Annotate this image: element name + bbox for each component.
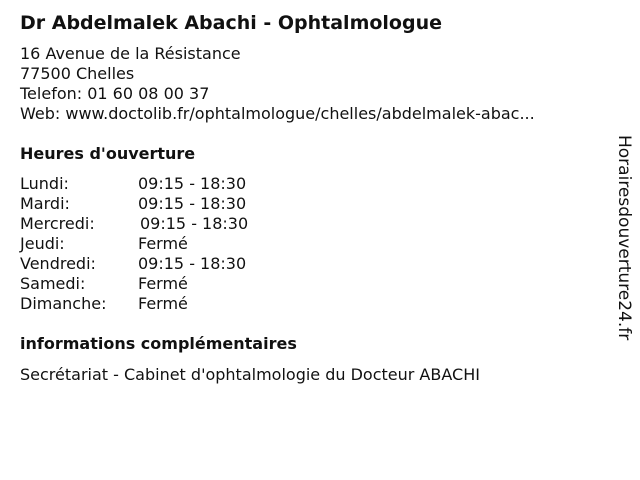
address-street: 16 Avenue de la Résistance [20, 44, 241, 63]
site-watermark: Horairesdouverture24.fr [614, 135, 634, 341]
day-label: Jeudi: [20, 234, 65, 253]
opening-hours-heading: Heures d'ouverture [20, 144, 196, 163]
additional-info-heading: informations complémentaires [20, 334, 297, 353]
day-label: Dimanche: [20, 294, 107, 313]
day-label: Lundi: [20, 174, 69, 193]
address-city: 77500 Chelles [20, 64, 135, 83]
website-link[interactable]: Web: www.doctolib.fr/ophtalmologue/chelles/abdelmalek-abac... [20, 104, 535, 123]
day-hours: 09:15 - 18:30 [138, 174, 247, 193]
day-hours: Fermé [138, 234, 188, 253]
phone-number: Telefon: 01 60 08 00 37 [20, 84, 210, 103]
day-label: Mardi: [20, 194, 70, 213]
contact-details [20, 44, 535, 124]
day-label: Samedi: [20, 274, 86, 293]
day-hours: 09:15 - 18:30 [138, 194, 247, 213]
day-label: Vendredi: [20, 254, 96, 273]
day-label: Mercredi: [20, 214, 95, 233]
day-hours: 09:15 - 18:30 [140, 214, 249, 233]
day-hours: 09:15 - 18:30 [138, 254, 247, 273]
additional-info-text: Secrétariat - Cabinet d'ophtalmologie du Docteur ABACHI [20, 365, 480, 384]
day-hours: Fermé [138, 274, 188, 293]
day-hours: Fermé [138, 294, 188, 313]
page-title: Dr Abdelmalek Abachi - Ophtalmologue [20, 12, 442, 34]
